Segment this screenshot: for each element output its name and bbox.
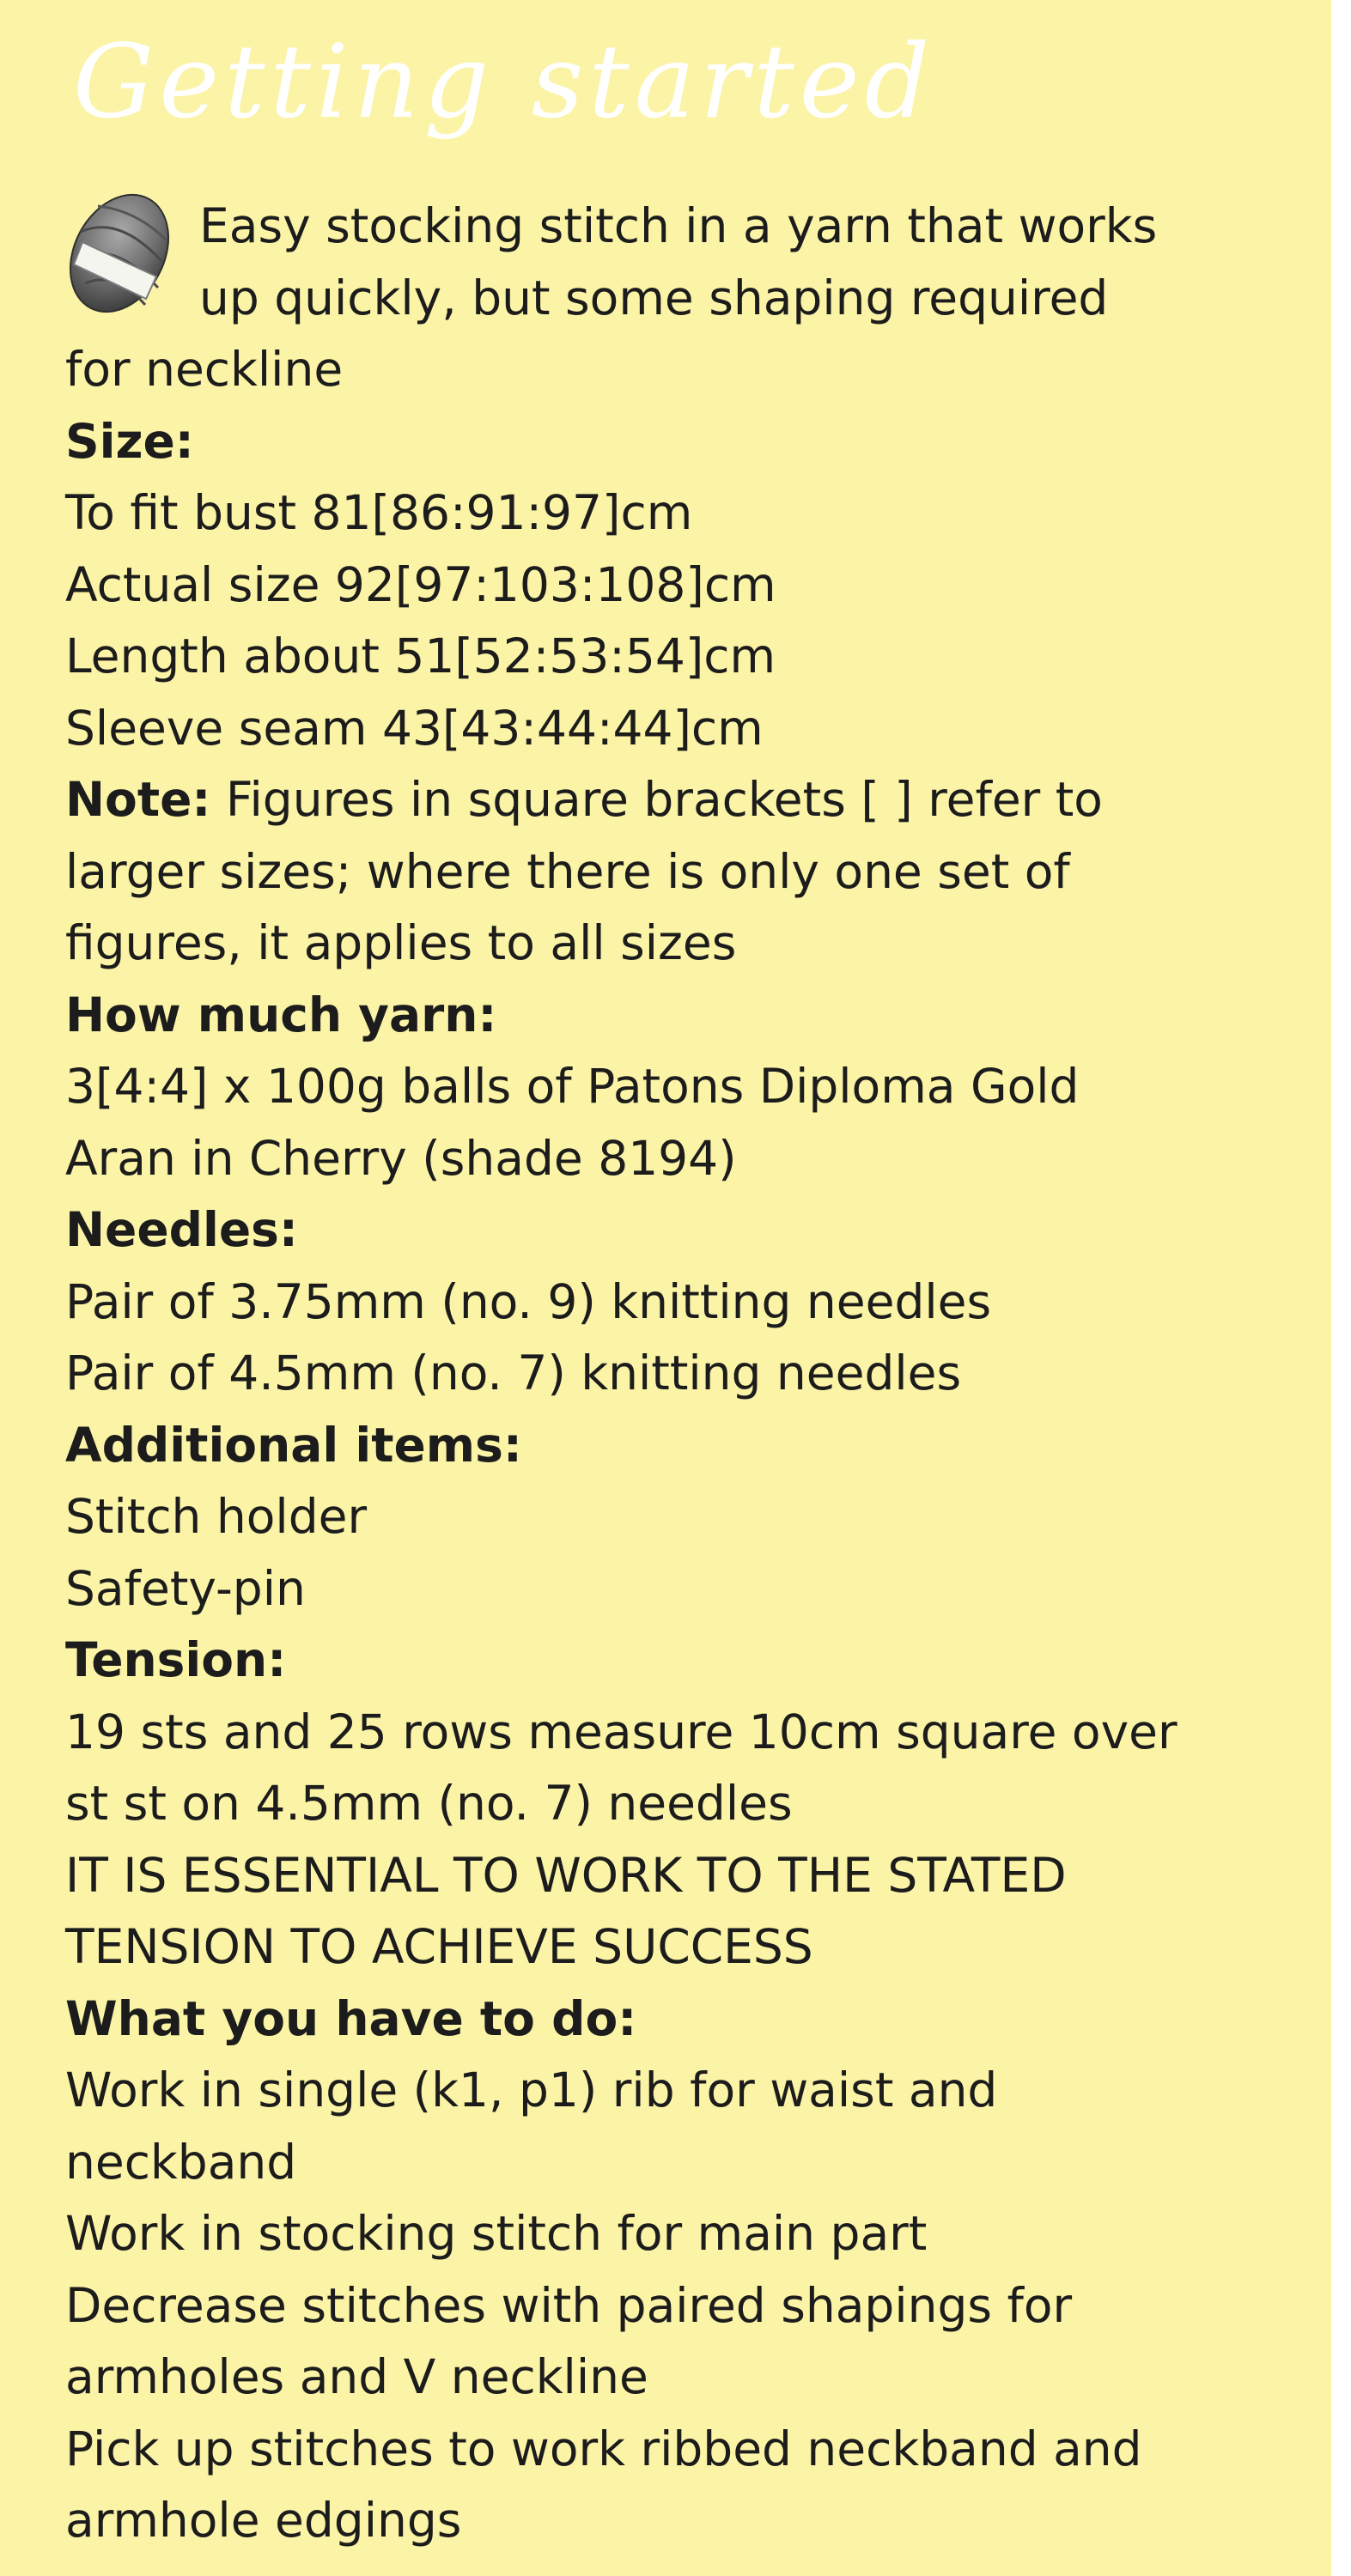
intro-line: Easy stocking stitch in a yarn that works xyxy=(199,198,1158,253)
note-line: figures, it applies to all sizes xyxy=(65,915,737,970)
size-sleeve: Sleeve seam 43[43:44:44]cm xyxy=(65,700,764,756)
size-actual: Actual size 92[97:103:108]cm xyxy=(65,556,776,612)
todo-line: armholes and V neckline xyxy=(65,2349,648,2404)
size-bust: To fit bust 81[86:91:97]cm xyxy=(65,485,693,540)
note-line: larger sizes; where there is only one set of xyxy=(65,843,1070,899)
pattern-details xyxy=(65,191,1302,2557)
needles-line: Pair of 4.5mm (no. 7) knitting needles xyxy=(65,1346,962,1400)
intro-line: for neckline xyxy=(65,342,344,397)
additional-heading: Additional items: xyxy=(65,1417,522,1473)
todo-line: Pick up stitches to work ribbed neckband and xyxy=(65,2421,1142,2476)
needles-heading: Needles: xyxy=(65,1202,298,1257)
yarn-heading: How much yarn: xyxy=(65,987,497,1042)
additional-item: Stitch holder xyxy=(65,1489,368,1544)
page-edge xyxy=(1331,0,1351,2576)
todo-line: Decrease stitches with paired shapings for xyxy=(65,2277,1073,2333)
tension-line: TENSION TO ACHIEVE SUCCESS xyxy=(65,1919,813,1974)
todo-line: Work in stocking stitch for main part xyxy=(65,2206,928,2261)
size-length: Length about 51[52:53:54]cm xyxy=(65,629,776,683)
todo-line: Work in single (k1, p1) rib for waist and xyxy=(65,2063,998,2117)
todo-line: armhole edgings xyxy=(65,2493,462,2548)
yarn-line: Aran in Cherry (shade 8194) xyxy=(65,1130,737,1186)
section-title: Getting started xyxy=(73,22,935,141)
additional-item: Safety-pin xyxy=(65,1560,306,1616)
tension-line: IT IS ESSENTIAL TO WORK TO THE STATED xyxy=(65,1847,1067,1903)
yarn-line: 3[4:4] x 100g balls of Patons Diploma Gold xyxy=(65,1059,1080,1114)
size-heading: Size: xyxy=(65,413,194,469)
tension-line: st st on 4.5mm (no. 7) needles xyxy=(65,1776,793,1831)
note-text: Figures in square brackets [ ] refer to xyxy=(210,772,1103,827)
note-label: Note: xyxy=(65,772,211,827)
todo-line: neckband xyxy=(65,2134,297,2190)
tension-line: 19 sts and 25 rows measure 10cm square over xyxy=(65,1704,1178,1759)
tension-heading: Tension: xyxy=(65,1632,287,1687)
needles-line: Pair of 3.75mm (no. 9) knitting needles xyxy=(65,1273,992,1329)
intro-line: up quickly, but some shaping required xyxy=(199,270,1109,325)
note-line xyxy=(65,764,1302,836)
todo-heading: What you have to do: xyxy=(65,1990,637,2046)
